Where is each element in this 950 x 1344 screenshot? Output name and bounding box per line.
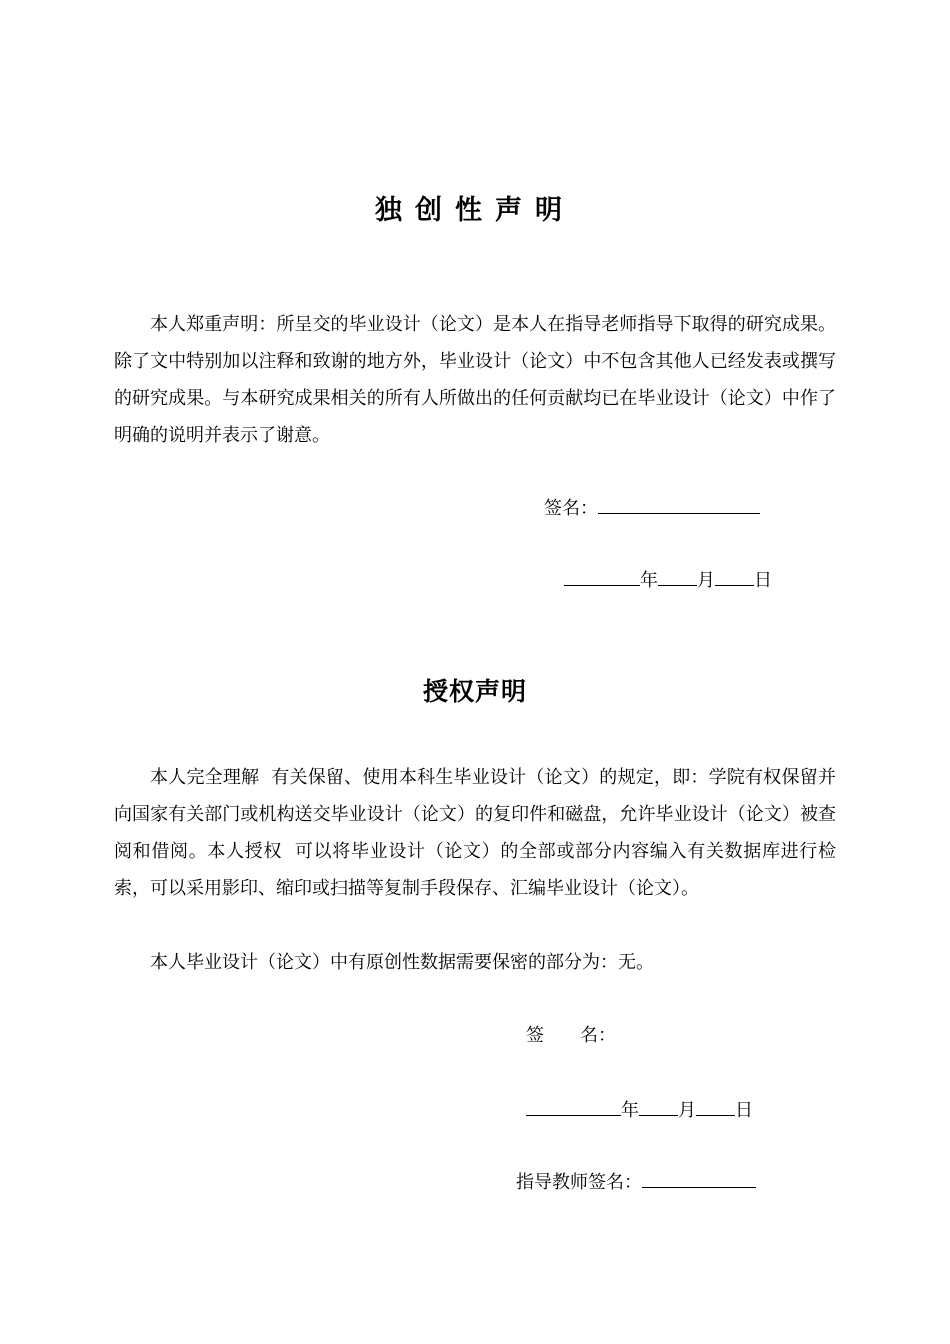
- advisor-signature-line: [516, 1168, 756, 1195]
- originality-date-line: [564, 566, 772, 593]
- advisor-signature-label: 指导教师签名：: [516, 1172, 642, 1193]
- authorization-signature-line: [526, 1024, 616, 1048]
- authorization-date-line: [526, 1096, 753, 1123]
- authorization-year-label: 年: [621, 1100, 639, 1121]
- authorization-body: 本人完全理解 有关保留、使用本科生毕业设计（论文）的规定，即：学院有权保留并向国家有关部门或机构送交毕业设计（论文）的复印件和磁盘，允许毕业设计（论文）被查阅和借阅。本人授权 可以将毕业设计（论文）的全部或部分内容编入有关数据库进行检索，可以采用影印、缩印或扫描等复制手段保存、汇编毕业设计（论文）。: [114, 767, 836, 899]
- originality-signature-label: 签名：: [544, 498, 598, 519]
- advisor-signature-blank: [642, 1168, 756, 1188]
- authorization-title: 授权声明: [422, 677, 527, 706]
- authorization-day-blank: [696, 1096, 735, 1116]
- originality-title: 独创性声明: [375, 195, 575, 226]
- authorization-month-blank: [639, 1096, 678, 1116]
- authorization-confidential: 本人毕业设计（论文）中有原创性数据需要保密的部分为：无。: [150, 952, 654, 973]
- originality-body: 本人郑重声明：所呈交的毕业设计（论文）是本人在指导老师指导下取得的研究成果。除了文中特别加以注释和致谢的地方外，毕业设计（论文）中不包含其他人已经发表或撰写的研究成果。与本研究成果相关的所有人所做出的任何贡献均已在毕业设计（论文）中作了明确的说明并表示了谢意。: [114, 314, 836, 446]
- authorization-day-label: 日: [735, 1100, 753, 1121]
- originality-month-blank: [658, 566, 697, 586]
- originality-year-label: 年: [640, 570, 658, 591]
- authorization-signature-label: 签 名：: [526, 1025, 616, 1046]
- originality-day-blank: [715, 566, 754, 586]
- originality-signature-blank: [598, 494, 760, 514]
- authorization-month-label: 月: [678, 1100, 696, 1121]
- originality-month-label: 月: [697, 570, 715, 591]
- originality-day-label: 日: [754, 570, 772, 591]
- authorization-year-blank: [526, 1096, 621, 1116]
- originality-signature-line: [544, 494, 760, 521]
- originality-year-blank: [564, 566, 640, 586]
